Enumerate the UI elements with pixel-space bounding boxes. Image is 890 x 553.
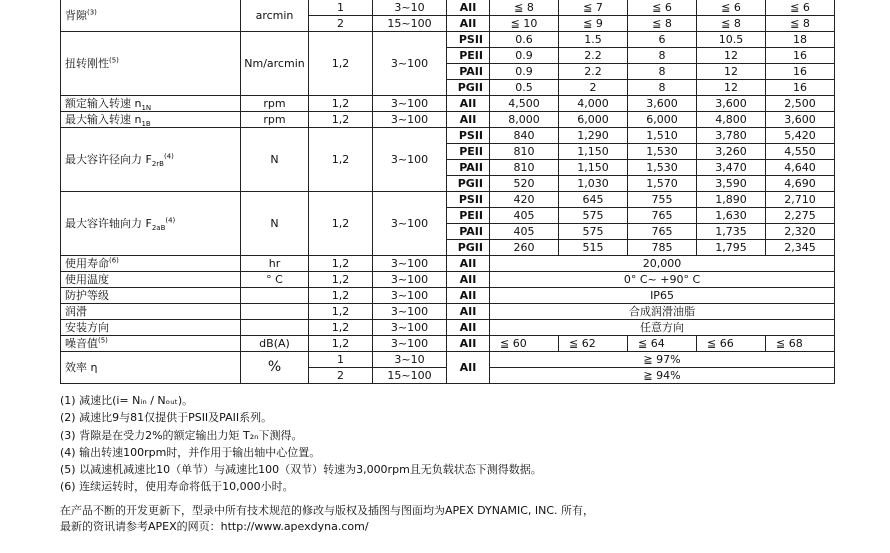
param-subscript: 1N <box>141 104 152 112</box>
value-cell: ≦ 8 <box>628 16 697 32</box>
param-note: (4) <box>165 216 176 225</box>
param-name: 扭转刚性 <box>65 57 109 70</box>
table-row <box>61 336 835 352</box>
ratio-cell: 3~100 <box>373 128 447 192</box>
param-name: 安装方向 <box>65 321 109 334</box>
copyright-footer <box>60 503 594 535</box>
series-cell: AII <box>447 320 490 336</box>
param-name: 最大输入转速 n <box>65 113 142 126</box>
ratio-cell: 3~100 <box>373 112 447 128</box>
value-cell: 810 <box>490 144 559 160</box>
value-cell: 4,550 <box>766 144 835 160</box>
unit-cell: hr <box>241 256 309 272</box>
value-cell: 1,150 <box>559 160 628 176</box>
value-cell: 0.9 <box>490 64 559 80</box>
param-note: (4) <box>163 152 174 161</box>
series-cell: AII <box>447 0 490 16</box>
value-cell: 1,150 <box>559 144 628 160</box>
stage-cell: 1,2 <box>309 288 373 304</box>
value-cell: 1,530 <box>628 144 697 160</box>
param-name: 噪音值 <box>65 337 98 350</box>
series-cell: PEII <box>447 144 490 160</box>
param-name-cell <box>61 0 241 32</box>
param-name-cell <box>61 304 241 320</box>
value-cell: 1,510 <box>628 128 697 144</box>
value-cell: 3,600 <box>628 96 697 112</box>
table-row <box>61 288 835 304</box>
ratio-cell: 3~100 <box>373 336 447 352</box>
ratio-cell: 15~100 <box>373 368 447 384</box>
ratio-cell: 3~10 <box>373 0 447 16</box>
series-cell: PSII <box>447 32 490 48</box>
value-cell: 0.5 <box>490 80 559 96</box>
param-name-cell <box>61 288 241 304</box>
footnote: (4) 输出转速100rpm时，并作用于输出轴中心位置。 <box>60 445 321 459</box>
unit-cell: N <box>241 128 309 192</box>
unit-cell: N <box>241 192 309 256</box>
value-cell: ≦ 66 <box>697 336 766 352</box>
param-name: 额定输入转速 n <box>65 97 142 110</box>
series-cell: PAII <box>447 160 490 176</box>
param-name-cell <box>61 32 241 96</box>
unit-cell: dB(A) <box>241 336 309 352</box>
param-note: (3) <box>87 8 97 17</box>
series-cell: PAII <box>447 224 490 240</box>
value-cell: 12 <box>697 48 766 64</box>
stage-cell: 2 <box>309 16 373 32</box>
value-cell: 3,600 <box>766 112 835 128</box>
value-cell: 10.5 <box>697 32 766 48</box>
series-cell: PSII <box>447 128 490 144</box>
unit-cell: rpm <box>241 112 309 128</box>
value-cell: 3,590 <box>697 176 766 192</box>
series-cell: AII <box>447 336 490 352</box>
value-cell: ≦ 9 <box>559 16 628 32</box>
stage-cell: 1,2 <box>309 32 373 96</box>
value-cell: 3,260 <box>697 144 766 160</box>
param-name-cell <box>61 96 241 112</box>
value-cell: 1,290 <box>559 128 628 144</box>
value-cell: 16 <box>766 64 835 80</box>
value-cell: 1,030 <box>559 176 628 192</box>
value-cell: 405 <box>490 208 559 224</box>
value-cell: 4,500 <box>490 96 559 112</box>
value-cell: 8 <box>628 80 697 96</box>
value-cell: 5,420 <box>766 128 835 144</box>
value-cell: ≦ 6 <box>766 0 835 16</box>
unit-cell <box>241 288 309 304</box>
stage-cell: 1,2 <box>309 96 373 112</box>
ratio-cell: 15~100 <box>373 16 447 32</box>
series-cell: AII <box>447 112 490 128</box>
stage-cell: 2 <box>309 368 373 384</box>
ratio-cell: 3~100 <box>373 320 447 336</box>
value-cell: 2 <box>559 80 628 96</box>
merged-value-cell: 合成润滑油脂 <box>490 304 835 320</box>
unit-cell: ° C <box>241 272 309 288</box>
footnote: (5) 以减速机减速比10（单节）与减速比100（双节）转速为3,000rpm且无负载状态下测得数据。 <box>60 463 542 477</box>
merged-value-cell: 任意方向 <box>490 320 835 336</box>
table-row <box>61 304 835 320</box>
param-subscript: 2rB <box>151 160 164 169</box>
series-cell: PGII <box>447 240 490 256</box>
series-cell: PSII <box>447 192 490 208</box>
merged-value-cell: ≧ 97% <box>490 352 835 368</box>
value-cell: 0.9 <box>490 48 559 64</box>
value-cell: 3,780 <box>697 128 766 144</box>
value-cell: 785 <box>628 240 697 256</box>
param-name: 最大容许径向力 F <box>65 153 152 166</box>
stage-cell: 1,2 <box>309 336 373 352</box>
table-row <box>61 96 835 112</box>
unit-cell: % <box>241 352 309 384</box>
value-cell: 765 <box>628 208 697 224</box>
table-row <box>61 272 835 288</box>
stage-cell: 1,2 <box>309 320 373 336</box>
param-name-cell <box>61 112 241 128</box>
unit-cell: rpm <box>241 96 309 112</box>
ratio-cell: 3~10 <box>373 352 447 368</box>
value-cell: 0.6 <box>490 32 559 48</box>
param-name-cell <box>61 256 241 272</box>
value-cell: 520 <box>490 176 559 192</box>
value-cell: 420 <box>490 192 559 208</box>
stage-cell: 1,2 <box>309 272 373 288</box>
param-name-cell <box>61 128 241 192</box>
series-cell: AII <box>447 272 490 288</box>
footer-line: 最新的资讯请参考APEX的网页：http://www.apexdyna.com/ <box>60 520 369 533</box>
value-cell: 575 <box>559 208 628 224</box>
value-cell: 3,470 <box>697 160 766 176</box>
value-cell: 2,710 <box>766 192 835 208</box>
value-cell: 810 <box>490 160 559 176</box>
value-cell: 16 <box>766 48 835 64</box>
stage-cell: 1 <box>309 352 373 368</box>
stage-cell: 1,2 <box>309 192 373 256</box>
footnote: (6) 连续运转时，使用寿命将低于10,000小时。 <box>60 480 294 494</box>
value-cell: 2.2 <box>559 48 628 64</box>
footnotes <box>60 392 542 496</box>
value-cell: 6,000 <box>628 112 697 128</box>
value-cell: ≦ 8 <box>490 0 559 16</box>
series-cell: PEII <box>447 208 490 224</box>
value-cell: 1,795 <box>697 240 766 256</box>
table-row <box>61 352 835 368</box>
series-cell: AII <box>447 288 490 304</box>
stage-cell: 1,2 <box>309 256 373 272</box>
value-cell: ≦ 60 <box>490 336 559 352</box>
ratio-cell: 3~100 <box>373 32 447 96</box>
value-cell: 4,640 <box>766 160 835 176</box>
table-row <box>61 256 835 272</box>
stage-cell: 1 <box>309 0 373 16</box>
value-cell: 12 <box>697 80 766 96</box>
ratio-cell: 3~100 <box>373 288 447 304</box>
footer-line: 在产品不断的开发更新下，型录中所有技术规范的修改与版权及插图与图面均为APEX DYNAMIC, INC. 所有， <box>60 504 595 517</box>
value-cell: 4,000 <box>559 96 628 112</box>
value-cell: 6,000 <box>559 112 628 128</box>
value-cell: ≦ 8 <box>697 16 766 32</box>
param-name: 使用寿命 <box>65 257 109 270</box>
series-cell: AII <box>447 352 490 384</box>
value-cell: 12 <box>697 64 766 80</box>
table-row <box>61 192 835 208</box>
value-cell: 575 <box>559 224 628 240</box>
value-cell: 260 <box>490 240 559 256</box>
table-row <box>61 320 835 336</box>
value-cell: 8,000 <box>490 112 559 128</box>
merged-value-cell: 0° C~ +90° C <box>490 272 835 288</box>
param-subscript: 2aB <box>151 224 166 233</box>
value-cell: 3,600 <box>697 96 766 112</box>
table-row <box>61 112 835 128</box>
stage-cell: 1,2 <box>309 304 373 320</box>
param-note: (6) <box>109 256 119 265</box>
value-cell: 840 <box>490 128 559 144</box>
value-cell: ≦ 8 <box>766 16 835 32</box>
value-cell: 645 <box>559 192 628 208</box>
value-cell: 405 <box>490 224 559 240</box>
value-cell: ≦ 7 <box>559 0 628 16</box>
value-cell: 1,735 <box>697 224 766 240</box>
param-name: 润滑 <box>65 305 87 318</box>
table-row <box>61 128 835 144</box>
ratio-cell: 3~100 <box>373 272 447 288</box>
param-name: 效率 η <box>65 361 98 374</box>
value-cell: 2,345 <box>766 240 835 256</box>
param-name-cell <box>61 320 241 336</box>
value-cell: 2,320 <box>766 224 835 240</box>
ratio-cell: 3~100 <box>373 256 447 272</box>
table-row <box>61 32 835 48</box>
value-cell: 16 <box>766 80 835 96</box>
value-cell: 1.5 <box>559 32 628 48</box>
footnote: (2) 减速比9与81仅提供于PSII及PAII系列。 <box>60 411 273 425</box>
series-cell: PAII <box>447 64 490 80</box>
value-cell: 765 <box>628 224 697 240</box>
spec-table <box>60 0 835 384</box>
value-cell: 4,800 <box>697 112 766 128</box>
value-cell: ≦ 68 <box>766 336 835 352</box>
stage-cell: 1,2 <box>309 128 373 192</box>
value-cell: ≦ 10 <box>490 16 559 32</box>
param-name: 背隙 <box>65 9 87 22</box>
series-cell: PEII <box>447 48 490 64</box>
value-cell: 1,630 <box>697 208 766 224</box>
value-cell: 2,500 <box>766 96 835 112</box>
ratio-cell: 3~100 <box>373 192 447 256</box>
value-cell: 1,530 <box>628 160 697 176</box>
stage-cell: 1,2 <box>309 112 373 128</box>
ratio-cell: 3~100 <box>373 96 447 112</box>
value-cell: 6 <box>628 32 697 48</box>
series-cell: AII <box>447 16 490 32</box>
value-cell: 1,570 <box>628 176 697 192</box>
param-note: (5) <box>98 336 108 345</box>
series-cell: AII <box>447 256 490 272</box>
value-cell: ≦ 62 <box>559 336 628 352</box>
unit-cell <box>241 304 309 320</box>
unit-cell <box>241 320 309 336</box>
param-name: 防护等级 <box>65 289 109 302</box>
value-cell: 18 <box>766 32 835 48</box>
merged-value-cell: ≧ 94% <box>490 368 835 384</box>
value-cell: 2,275 <box>766 208 835 224</box>
param-subscript: 1B <box>141 120 151 128</box>
value-cell: ≦ 64 <box>628 336 697 352</box>
value-cell: 4,690 <box>766 176 835 192</box>
value-cell: 515 <box>559 240 628 256</box>
ratio-cell: 3~100 <box>373 304 447 320</box>
value-cell: 755 <box>628 192 697 208</box>
merged-value-cell: 20,000 <box>490 256 835 272</box>
series-cell: AII <box>447 96 490 112</box>
series-cell: PGII <box>447 176 490 192</box>
series-cell: PGII <box>447 80 490 96</box>
param-name-cell <box>61 352 241 384</box>
param-note: (5) <box>109 56 119 65</box>
footnote: (1) 减速比(i= Nᵢₙ / Nₒᵤₜ)。 <box>60 394 194 407</box>
footnote: (3) 背隙是在受力2%的额定输出力矩 T₂ₙ下测得。 <box>60 428 303 442</box>
value-cell: ≦ 6 <box>697 0 766 16</box>
param-name-cell <box>61 192 241 256</box>
value-cell: 1,890 <box>697 192 766 208</box>
param-name: 最大容许轴向力 F <box>65 217 152 230</box>
merged-value-cell: IP65 <box>490 288 835 304</box>
unit-cell: arcmin <box>241 0 309 32</box>
param-name-cell <box>61 272 241 288</box>
param-name-cell <box>61 336 241 352</box>
value-cell: 8 <box>628 64 697 80</box>
series-cell: AII <box>447 304 490 320</box>
unit-cell: Nm/arcmin <box>241 32 309 96</box>
param-name: 使用温度 <box>65 273 109 286</box>
table-row <box>61 0 835 16</box>
value-cell: ≦ 6 <box>628 0 697 16</box>
value-cell: 8 <box>628 48 697 64</box>
value-cell: 2.2 <box>559 64 628 80</box>
